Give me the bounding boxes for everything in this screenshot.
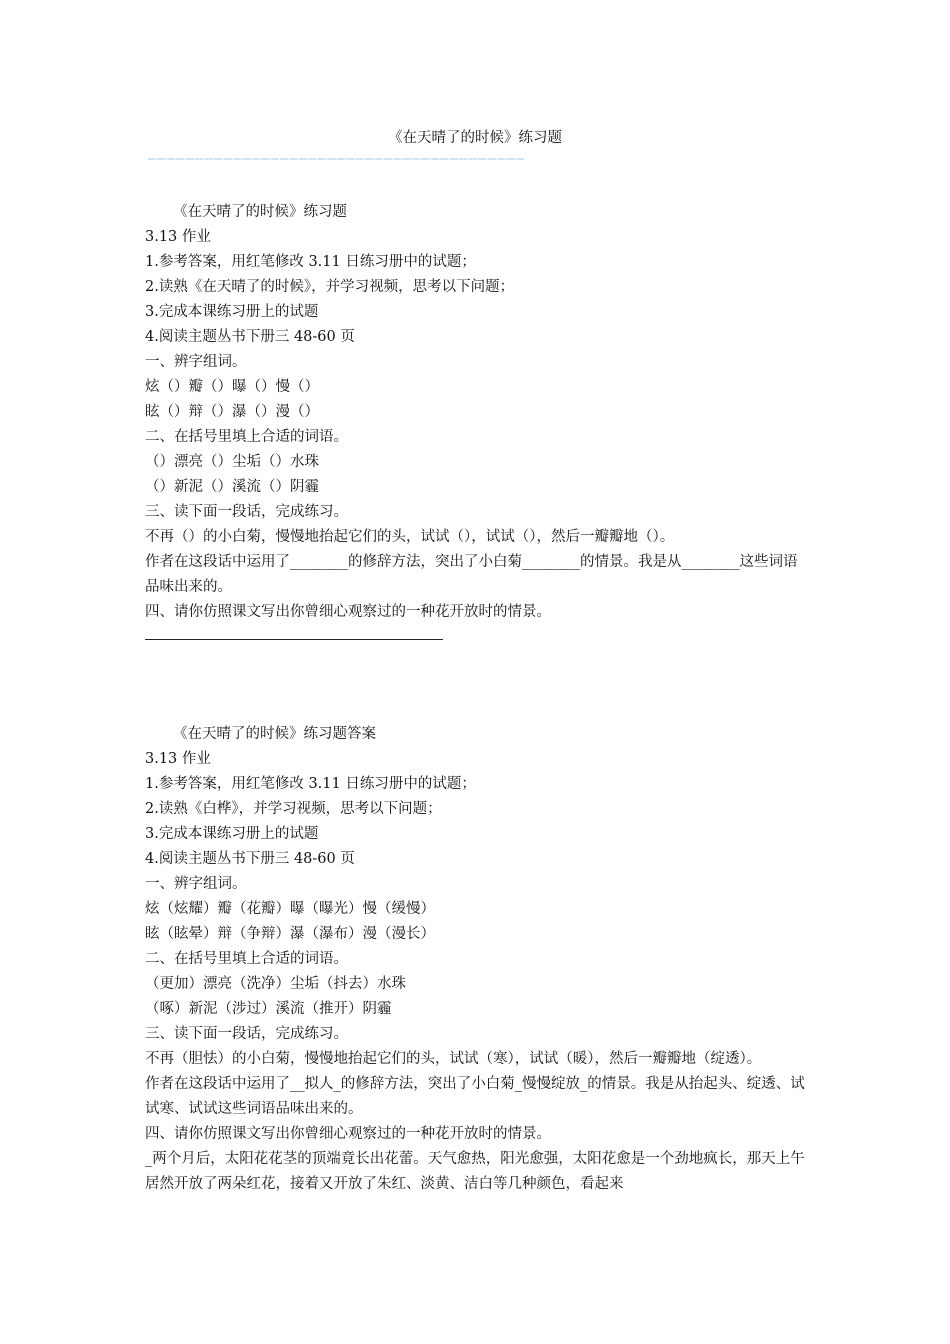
answers-final-paragraph: _两个月后，太阳花花茎的顶端竟长出花蕾。天气愈热，阳光愈强，太阳花愈是一个劲地疯长，那天上午居然开放了两朵红花，接着又开放了朱红、淡黄、洁白等几种颜色，看起来 <box>145 1151 805 1192</box>
header-dashed-rule: ———————————————————————————————————————— <box>148 152 526 166</box>
exercise-paragraph: 作者在这段话中运用了________的修辞方法，突出了小白菊________的情景。我是从________这些词语品味出来的。 <box>145 554 798 595</box>
exercise-line: 眩（）辩（）瀑（）漫（） <box>145 404 319 420</box>
exercise-line: 4.阅读主题丛书下册三 48-60 页 <box>145 329 355 345</box>
answers-line: 1.参考答案，用红笔修改 3.11 日练习册中的试题； <box>145 776 476 792</box>
answers-line: 炫（炫耀）瓣（花瓣）曝（曝光）慢（缓慢） <box>145 901 435 917</box>
answers-line: 三、读下面一段话，完成练习。 <box>145 1026 348 1042</box>
answers-paragraph: 不再（胆怯）的小白菊，慢慢地抬起它们的头，试试（寒），试试（暖），然后一瓣瓣地（绽透）。 <box>145 1051 762 1067</box>
answers-line: 2.读熟《白桦》，并学习视频，思考以下问题； <box>145 801 442 817</box>
answers-line: （啄）新泥（涉过）溪流（推开）阴霾 <box>145 1001 392 1017</box>
document-header-title: 《在天晴了的时候》练习题 <box>388 130 562 146</box>
answers-section <box>145 722 809 1197</box>
answers-line: 一、辨字组词。 <box>145 876 247 892</box>
answer-write-line <box>145 639 443 640</box>
answers-line: 眩（眩晕）辩（争辩）瀑（瀑布）漫（漫长） <box>145 926 435 942</box>
exercise-line: 一、辨字组词。 <box>145 354 247 370</box>
exercise-line: 三、读下面一段话，完成练习。 <box>145 504 348 520</box>
exercise-line: （）漂亮（）尘垢（）水珠 <box>145 454 319 470</box>
exercise-line: （）新泥（）溪流（）阴霾 <box>145 479 319 495</box>
exercise-line: 3.完成本课练习册上的试题 <box>145 304 319 320</box>
answers-line: 二、在括号里填上合适的词语。 <box>145 951 348 967</box>
answers-line: （更加）漂亮（洗净）尘垢（抖去）水珠 <box>145 976 406 992</box>
exercise-line: 3.13 作业 <box>145 229 211 245</box>
exercise-line: 四、请你仿照课文写出你曾细心观察过的一种花开放时的情景。 <box>145 604 551 620</box>
exercise-line: 2.读熟《在天晴了的时候》，并学习视频，思考以下问题； <box>145 279 515 295</box>
answers-line: 4.阅读主题丛书下册三 48-60 页 <box>145 851 355 867</box>
answers-title: 《在天晴了的时候》练习题答案 <box>173 726 376 742</box>
answers-line: 四、请你仿照课文写出你曾细心观察过的一种花开放时的情景。 <box>145 1126 551 1142</box>
exercise-line: 1.参考答案，用红笔修改 3.11 日练习册中的试题； <box>145 254 476 270</box>
answers-paragraph: 作者在这段话中运用了__拟人_的修辞方法，突出了小白菊_慢慢绽放_的情景。我是从抬起头、绽透、试试寒、试试这些词语品味出来的。 <box>145 1076 805 1117</box>
answers-line: 3.13 作业 <box>145 751 211 767</box>
exercise-section <box>145 200 809 640</box>
answers-line: 3.完成本课练习册上的试题 <box>145 826 319 842</box>
exercise-line: 炫（）瓣（）曝（）慢（） <box>145 379 319 395</box>
exercise-line: 二、在括号里填上合适的词语。 <box>145 429 348 445</box>
exercise-title: 《在天晴了的时候》练习题 <box>173 204 347 220</box>
exercise-line: 不再（）的小白菊，慢慢地抬起它们的头，试试（），试试（），然后一瓣瓣地（）。 <box>145 529 675 545</box>
